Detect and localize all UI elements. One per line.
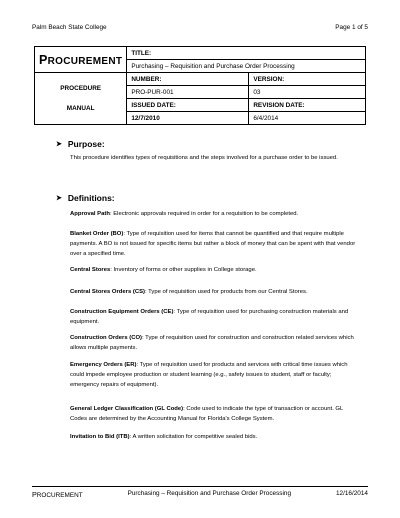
subtitle-line1: PROCEDURE [60,84,102,92]
definition-item: Blanket Order (BO): Type of requisition used for items that cannot be quantified and that require multiple payments. A BO is not issued for specific items but rather a block of money that can be spent with that vendor over a specified time. [70,231,356,258]
definition-item: General Ledger Classification (GL Code): Code used to indicate the type of transaction or account. GL Codes are determined by the Accounting Manual for Florida's College System. [70,406,344,423]
footer-date: 12/16/2014 [335,490,368,497]
version-value: 03 [249,86,366,99]
definition-item: Central Stores Orders (CS): Type of requisition used for products from our Central Stores. [70,289,308,295]
definition-item: Construction Orders (CO): Type of requisition used for construction and construction related services which allows multiple payments. [70,335,354,352]
purpose-heading: ➤ Purpose: [56,139,105,149]
issued-label: ISSUED DATE: [127,99,249,112]
brand-cell [35,47,127,73]
footer-title: Purchasing – Requisition and Purchase Order Processing [127,490,291,497]
subtitle-line2: MANUAL [66,104,95,112]
definition-item: Construction Equipment Orders (CE): Type of requisition used for purchasing construction materials and equipment. [70,309,349,326]
definition-item: Central Stores: Inventory of forms or other supplies in College storage. [70,267,257,273]
brand-title: PROCUREMENT [39,52,123,67]
title-value: Purchasing – Requisition and Purchase Order Processing [127,60,366,73]
revision-value: 6/4/2014 [249,112,366,125]
definition-item: Invitation to Bid (ITB): A written solicitation for competitive sealed bids. [70,434,258,440]
org-name: Palm Beach State College [32,24,107,31]
page-number: Page 1 of 5 [335,24,368,31]
number-value: PRO-PUR-001 [127,86,249,99]
definitions-heading: ➤ Definitions: [56,193,115,203]
definition-item: Emergency Orders (ER): Type of requisition used for products and services with critical time issues which could impede employee production or student learning (e.g., safety issues to student, staff or faculty; emergency repairs of equipment). [70,362,348,389]
issued-value: 12/7/2010 [127,112,249,125]
revision-label: REVISION DATE: [249,99,366,112]
page-footer [32,486,368,499]
footer-brand: PROCUREMENT [32,490,83,499]
arrow-bullet-icon: ➤ [56,141,62,148]
purpose-text: This procedure identifies types of requisitions and the steps involved for a purchase order to be issued. [70,155,338,161]
definition-item: Approval Path: Electronic approvals required in order for a requisition to be completed. [70,211,299,217]
version-label: VERSION: [249,73,366,86]
title-label: TITLE: [127,47,366,60]
subtitle-cell [35,73,127,125]
page-header [32,24,368,31]
document-info-table [34,46,366,125]
number-label: NUMBER: [127,73,249,86]
arrow-bullet-icon: ➤ [56,195,62,202]
